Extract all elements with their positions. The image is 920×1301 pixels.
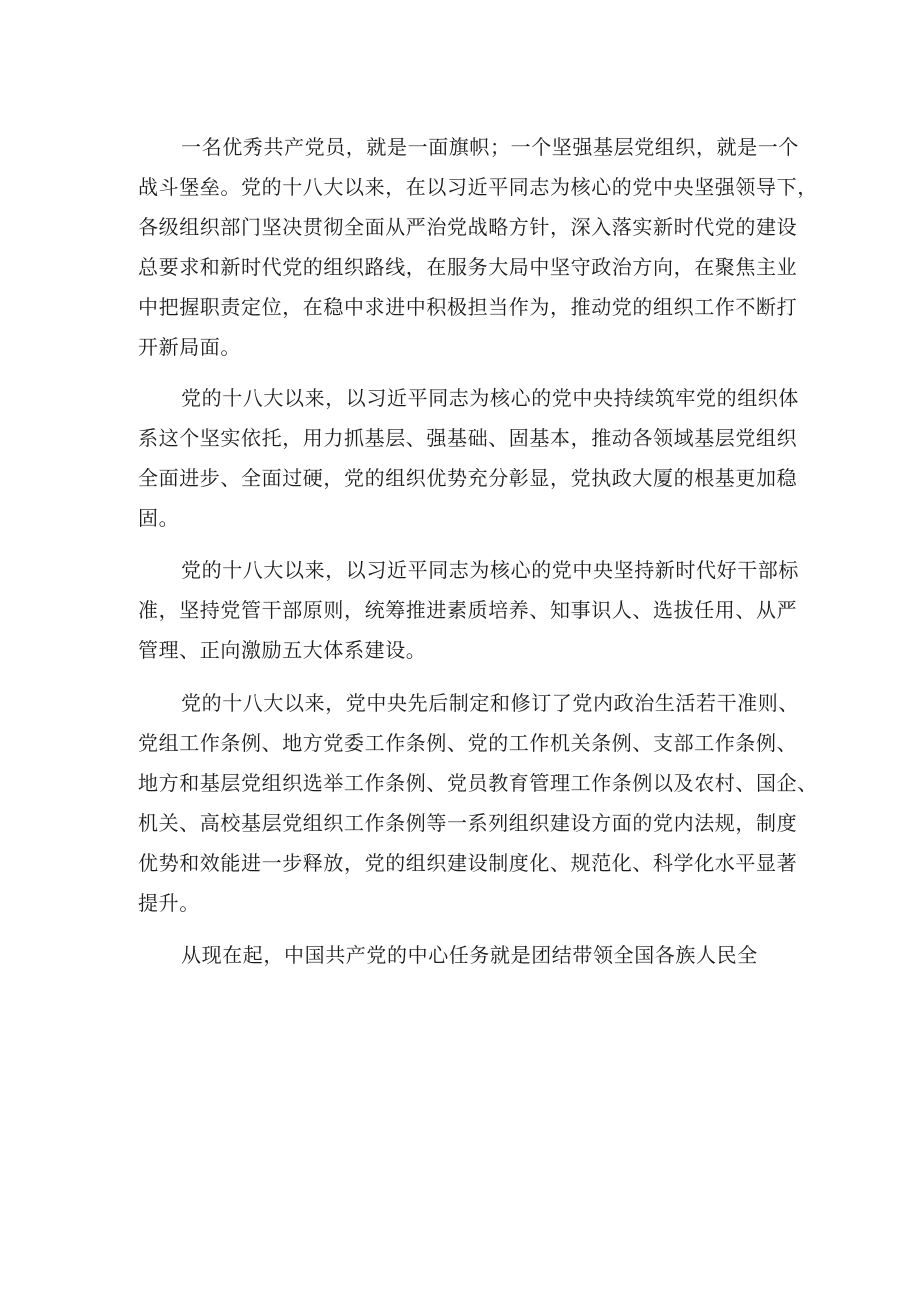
text-line: 管理、正向激励五大体系建设。 [138,638,427,662]
text-line: 准，坚持党管干部原则，统筹推进素质培养、知事识人、选拔任用、从严 [138,598,798,622]
text-line: 党组工作条例、地方党委工作条例、党的工作机关条例、支部工作条例、 [138,731,798,755]
paragraph-2 [138,378,799,538]
paragraph-1 [138,127,818,367]
paragraph-3 [138,550,799,670]
text-line: 从现在起，中国共产党的中心任务就是团结带领全国各族人民全 [181,943,758,967]
text-line: 党的十八大以来，以习近平同志为核心的党中央持续筑牢党的组织体 [181,386,799,410]
paragraph-4 [138,683,818,923]
text-line: 中把握职责定位，在稳中求进中积极担当作为，推动党的组织工作不断打 [138,295,798,319]
text-line: 战斗堡垒。党的十八大以来，在以习近平同志为核心的党中央坚强领导下， [138,175,818,199]
text-line: 党的十八大以来，党中央先后制定和修订了党内政治生活若干准则、 [181,691,799,715]
text-line: 总要求和新时代党的组织路线，在服务大局中坚守政治方向，在聚焦主业 [138,255,798,279]
text-line: 系这个坚实依托，用力抓基层、强基础、固基本，推动各领域基层党组织 [138,426,798,450]
document-body [138,127,818,975]
text-line: 全面进步、全面过硬，党的组织优势充分彰显，党执政大厦的根基更加稳 [138,466,798,490]
text-line: 地方和基层党组织选举工作条例、党员教育管理工作条例以及农村、国企、 [138,771,818,795]
text-line: 各级组织部门坚决贯彻全面从严治党战略方针，深入落实新时代党的建设 [138,215,798,239]
text-line: 党的十八大以来，以习近平同志为核心的党中央坚持新时代好干部标 [181,558,799,582]
text-line: 一名优秀共产党员，就是一面旗帜；一个坚强基层党组织，就是一个 [181,135,799,159]
text-line: 开新局面。 [138,335,241,359]
text-line: 机关、高校基层党组织工作条例等一系列组织建设方面的党内法规，制度 [138,811,798,835]
paragraph-5 [138,935,790,975]
text-line: 优势和效能进一步释放，党的组织建设制度化、规范化、科学化水平显著 [138,851,798,875]
text-line: 提升。 [138,891,200,915]
text-line: 固。 [138,506,180,530]
